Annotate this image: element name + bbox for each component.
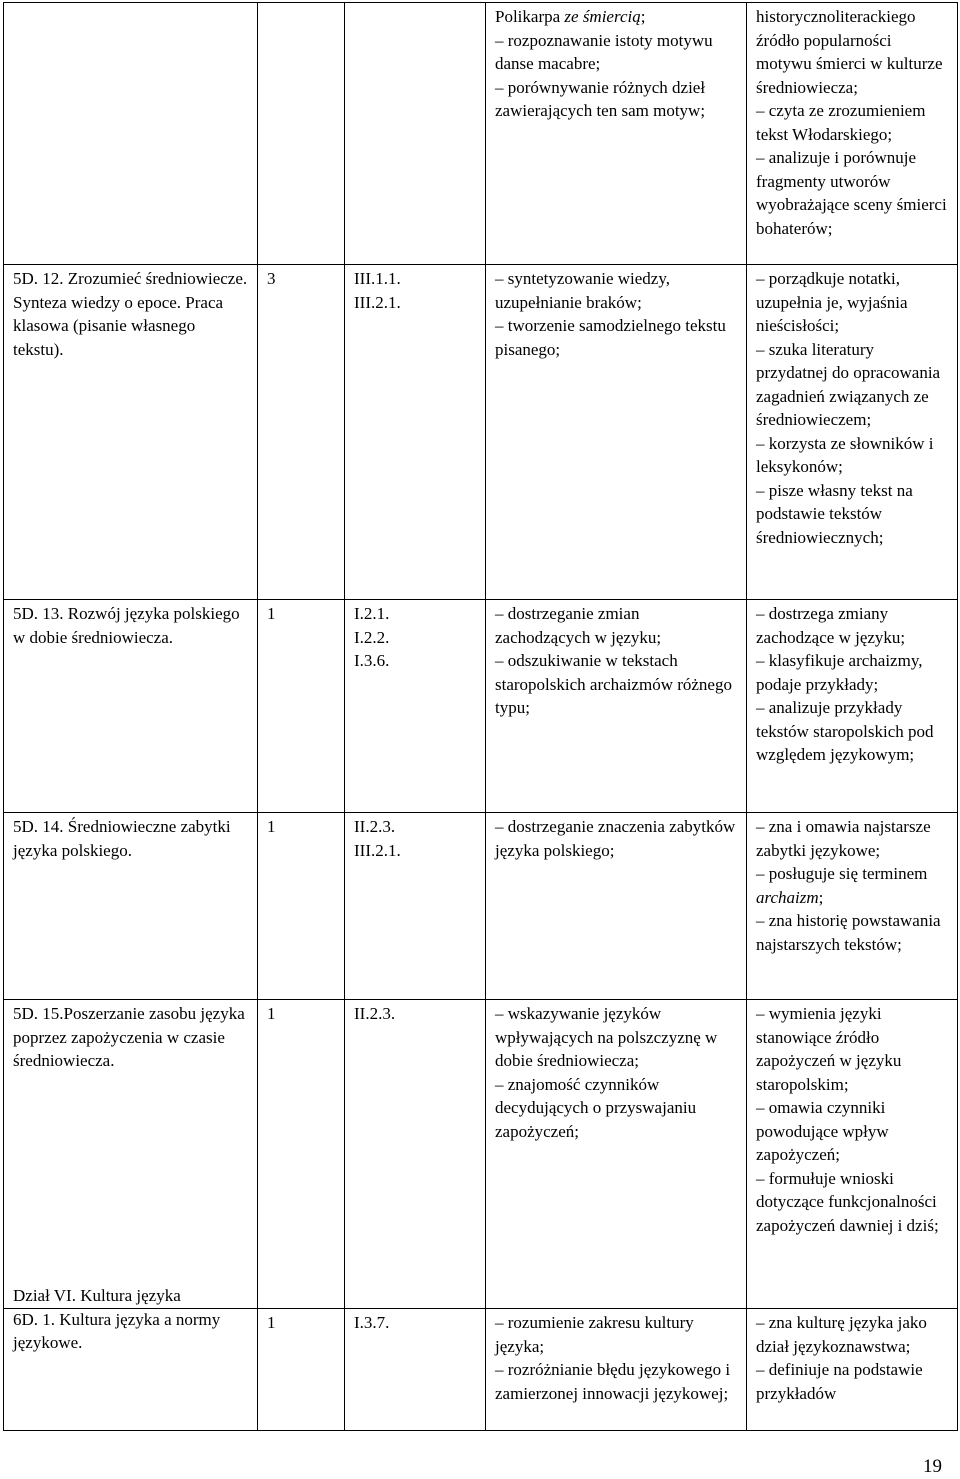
topic-text: 5D. 12. Zrozumieć średniowiecze. Synteza wiedzy o epoce. Praca klasowa (pisanie własnego tekstu).: [13, 269, 248, 359]
topic-text: 5D. 13. Rozwój języka polskiego w dobie średniowiecza.: [13, 604, 240, 647]
table-row: [4, 265, 958, 600]
requirements-cell: [486, 3, 747, 265]
table-row: [4, 600, 958, 813]
hours-value: 1: [267, 817, 276, 836]
codes-cell: [345, 265, 486, 600]
requirement-item: – wskazywanie języków wpływających na polszczyznę w dobie średniowiecza;: [495, 1004, 718, 1070]
code-item: I.2.1.: [354, 604, 390, 623]
outcomes-cell: [747, 3, 958, 265]
requirements-cell: [486, 813, 747, 1000]
topic-text: 5D. 15.Poszerzanie zasobu języka poprzez zapożyczenia w czasie średniowiecza.: [13, 1004, 245, 1070]
curriculum-table: [3, 2, 958, 1431]
requirement-item: – porównywanie różnych dzieł zawierających ten sam motyw;: [495, 77, 706, 120]
table-row: [4, 1000, 958, 1309]
requirements-cell: [486, 1309, 747, 1431]
code-item: I.3.7.: [354, 1313, 390, 1332]
page-number: 19: [923, 1456, 942, 1477]
outcome-item: – szuka literatury przydatnej do opracowania zagadnień związanych ze średniowieczem;: [756, 339, 941, 429]
outcome-item: – analizuje i porównuje fragmenty utworów wyobrażające sceny śmierci bohaterów;: [756, 148, 947, 238]
requirement-item: – odszukiwanie w tekstach staropolskich archaizmów różnego typu;: [495, 651, 732, 717]
outcomes-cell: [747, 1000, 958, 1309]
requirement-item: – dostrzeganie zmian zachodzących w języku;: [495, 604, 662, 647]
hours-cell: [258, 1309, 345, 1431]
codes-cell: [345, 1309, 486, 1431]
requirement-item: – syntetyzowanie wiedzy, uzupełnianie braków;: [495, 269, 670, 312]
codes-cell: [345, 813, 486, 1000]
hours-cell: [258, 600, 345, 813]
requirement-item: – rozumienie zakresu kultury języka;: [495, 1313, 694, 1356]
outcomes-cell: [747, 1309, 958, 1431]
requirement-item: – znajomość czynników decydujących o przyswajaniu zapożyczeń;: [495, 1074, 697, 1141]
requirement-item: Polikarpa ze śmiercią;: [495, 7, 646, 26]
topic-cell: [4, 1000, 258, 1309]
requirements-cell: [486, 600, 747, 813]
requirements-cell: [486, 265, 747, 600]
codes-cell: [345, 600, 486, 813]
table-row: [4, 3, 958, 265]
outcome-item: – formułuje wnioski dotyczące funkcjonalności zapożyczeń dawniej i dziś;: [756, 1168, 939, 1235]
outcome-item: – omawia czynniki powodujące wpływ zapożyczeń;: [756, 1098, 889, 1164]
outcome-item: – czyta ze zrozumieniem tekst Włodarskiego;: [756, 101, 926, 144]
outcome-item: historycznoliterackiego źródło popularności motywu śmierci w kulturze średniowiecza;: [756, 7, 943, 97]
requirement-item: – dostrzeganie znaczenia zabytków języka polskiego;: [495, 817, 736, 860]
hours-cell: [258, 3, 345, 265]
topic-cell: [4, 813, 258, 1000]
hours-value: 3: [267, 269, 276, 288]
outcome-item: – wymienia języki stanowiące źródło zapożyczeń w języku staropolskim;: [756, 1004, 902, 1094]
code-item: I.2.2.: [354, 627, 390, 647]
codes-cell: [345, 1000, 486, 1309]
code-item: III.2.1.: [354, 292, 401, 312]
code-item: I.3.6.: [354, 651, 390, 670]
outcome-item: – posługuje się terminem archaizm;: [756, 864, 928, 907]
codes-cell: [345, 3, 486, 265]
outcome-item: – zna i omawia najstarsze zabytki językowe;: [756, 817, 931, 860]
requirement-item: – rozróżnianie błędu językowego i zamierzonej innowacji językowej;: [495, 1360, 731, 1403]
outcomes-cell: [747, 813, 958, 1000]
topic-cell: [4, 265, 258, 600]
code-item: III.2.1.: [354, 840, 401, 860]
outcome-item: – porządkuje notatki, uzupełnia je, wyjaśnia nieścisłości;: [756, 269, 908, 335]
outcome-item: – analizuje przykłady tekstów staropolskich pod względem językowym;: [756, 698, 934, 764]
hours-value: 1: [267, 604, 276, 623]
requirements-cell: [486, 1000, 747, 1309]
topic-cell: [4, 1286, 258, 1431]
code-item: II.2.3.: [354, 817, 396, 836]
hours-value: 1: [267, 1313, 276, 1332]
hours-cell: [258, 1000, 345, 1309]
code-item: II.2.3.: [354, 1004, 396, 1023]
topic-text: 6D. 1. Kultura języka a normy językowe.: [13, 1309, 221, 1352]
outcome-item: – dostrzega zmiany zachodzące w języku;: [756, 604, 906, 647]
code-item: III.1.1.: [354, 269, 401, 288]
outcome-item: – pisze własny tekst na podstawie tekstów średniowiecznych;: [756, 480, 913, 547]
outcome-item: – definiuje na podstawie przykładów: [756, 1360, 923, 1403]
outcome-item: – zna kulturę języka jako dział językoznawstwa;: [756, 1313, 927, 1356]
requirement-item: – rozpoznawanie istoty motywu danse macabre;: [495, 30, 713, 73]
outcome-item: – korzysta ze słowników i leksykonów;: [756, 433, 934, 476]
topic-text: 5D. 14. Średniowieczne zabytki języka polskiego.: [13, 817, 231, 860]
table-row: [4, 813, 958, 1000]
hours-cell: [258, 813, 345, 1000]
section-heading: Dział VI. Kultura języka: [13, 1286, 181, 1305]
outcomes-cell: [747, 265, 958, 600]
topic-cell: [4, 600, 258, 813]
requirement-item: – tworzenie samodzielnego tekstu pisanego;: [495, 316, 726, 359]
hours-cell: [258, 265, 345, 600]
hours-value: 1: [267, 1004, 276, 1023]
topic-cell: [4, 3, 258, 265]
outcome-item: – klasyfikuje archaizmy, podaje przykłady;: [756, 651, 923, 694]
table-row: [4, 1309, 958, 1431]
outcome-item: – zna historię powstawania najstarszych tekstów;: [756, 911, 941, 954]
outcomes-cell: [747, 600, 958, 813]
